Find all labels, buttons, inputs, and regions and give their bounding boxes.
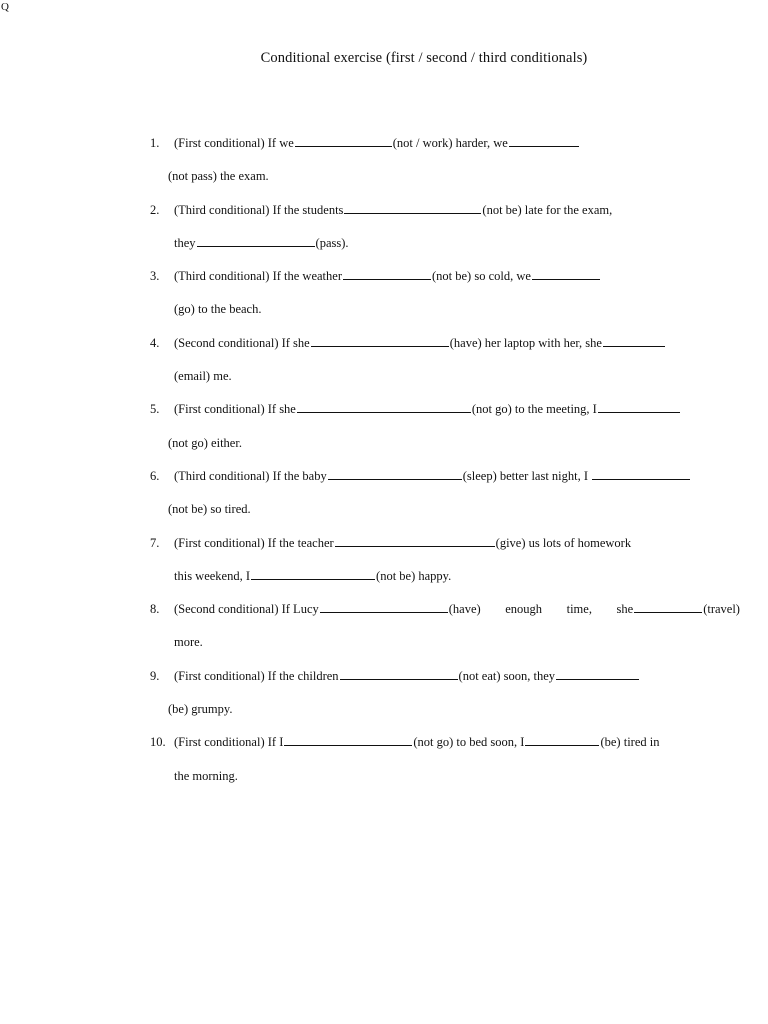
item-text: (go) to the beach. xyxy=(174,302,262,317)
item-number: 5. xyxy=(150,402,160,417)
item-text: (give) us lots of homework xyxy=(495,535,632,550)
item-text: (email) me. xyxy=(174,369,232,384)
answer-blank[interactable] xyxy=(335,534,495,547)
item-text: (be) grumpy. xyxy=(168,702,233,717)
answer-blank[interactable] xyxy=(598,400,680,413)
list-item xyxy=(0,467,768,534)
item-number: 8. xyxy=(150,602,160,617)
answer-blank[interactable] xyxy=(344,201,481,214)
item-text: time, xyxy=(566,602,592,617)
item-text: (not be) late for the exam, xyxy=(482,202,613,217)
answer-blank[interactable] xyxy=(343,267,431,280)
item-text: (have) her laptop with her, she xyxy=(449,335,602,350)
item-text: (be) tired in xyxy=(600,735,660,750)
list-item xyxy=(0,534,768,601)
item-number: 7. xyxy=(150,535,160,550)
item-text: more. xyxy=(174,635,203,650)
item-text: (Third conditional) If the students xyxy=(174,202,344,217)
answer-blank[interactable] xyxy=(320,600,448,613)
item-text: (Second conditional) If she xyxy=(174,335,310,350)
item-text: (Third conditional) If the baby xyxy=(174,468,327,483)
answer-blank[interactable] xyxy=(556,667,639,680)
list-item xyxy=(0,334,768,401)
item-text: (First conditional) If we xyxy=(174,136,294,150)
list-item xyxy=(0,600,768,667)
item-text: this weekend, I xyxy=(174,568,251,583)
item-text: she xyxy=(616,602,634,617)
answer-blank[interactable] xyxy=(340,667,458,680)
answer-blank[interactable] xyxy=(295,134,392,147)
item-text: (not / work) harder, we xyxy=(392,136,508,150)
item-number: 2. xyxy=(150,202,160,217)
item-text: (not go) to the meeting, I xyxy=(471,402,597,417)
list-item xyxy=(0,267,768,334)
item-text: (First conditional) If I xyxy=(174,735,284,750)
item-number: 1. xyxy=(150,136,160,150)
corner-mark: Q xyxy=(1,1,9,13)
item-text: (sleep) better last night, I xyxy=(462,468,589,483)
answer-blank[interactable] xyxy=(603,334,665,347)
item-text: (not go) either. xyxy=(168,435,242,450)
answer-blank[interactable] xyxy=(509,134,579,147)
item-text: (Second conditional) If Lucy xyxy=(174,602,319,617)
answer-blank[interactable] xyxy=(197,234,315,247)
list-item xyxy=(0,667,768,734)
item-number: 10. xyxy=(150,735,166,750)
list-item xyxy=(0,400,768,467)
item-text: (not be) so tired. xyxy=(168,502,251,517)
item-text: (have) xyxy=(448,602,481,617)
answer-blank[interactable] xyxy=(634,600,702,613)
answer-blank[interactable] xyxy=(328,467,462,480)
answer-blank[interactable] xyxy=(592,467,690,480)
item-text: (not be) happy. xyxy=(376,568,452,583)
item-text: (not pass) the exam. xyxy=(168,169,269,184)
item-text: enough xyxy=(505,602,543,617)
item-text: they xyxy=(174,235,196,250)
item-text: (not eat) soon, they xyxy=(458,668,556,683)
item-text: (First conditional) If the children xyxy=(174,668,339,683)
answer-blank[interactable] xyxy=(251,567,375,580)
item-text: (not go) to bed soon, I xyxy=(413,735,525,750)
answer-blank[interactable] xyxy=(297,400,471,413)
item-text: the morning. xyxy=(174,768,238,783)
item-text: (Third conditional) If the weather xyxy=(174,269,342,284)
item-number: 4. xyxy=(150,335,160,350)
item-text: (First conditional) If she xyxy=(174,402,296,417)
answer-blank[interactable] xyxy=(532,267,600,280)
list-item xyxy=(0,134,768,201)
item-number: 6. xyxy=(150,468,160,483)
item-text: (travel) xyxy=(703,602,740,617)
answer-blank[interactable] xyxy=(525,733,599,746)
list-item xyxy=(0,733,768,800)
item-number: 9. xyxy=(150,668,160,683)
answer-blank[interactable] xyxy=(284,733,412,746)
item-text: (pass). xyxy=(315,235,349,250)
exercise-list xyxy=(0,134,768,800)
item-number: 3. xyxy=(150,269,160,284)
list-item xyxy=(0,201,768,268)
answer-blank[interactable] xyxy=(311,334,449,347)
item-text: (not be) so cold, we xyxy=(432,269,531,284)
page-title: Conditional exercise (first / second / third conditionals) xyxy=(260,50,588,66)
item-text: (First conditional) If the teacher xyxy=(174,535,334,550)
